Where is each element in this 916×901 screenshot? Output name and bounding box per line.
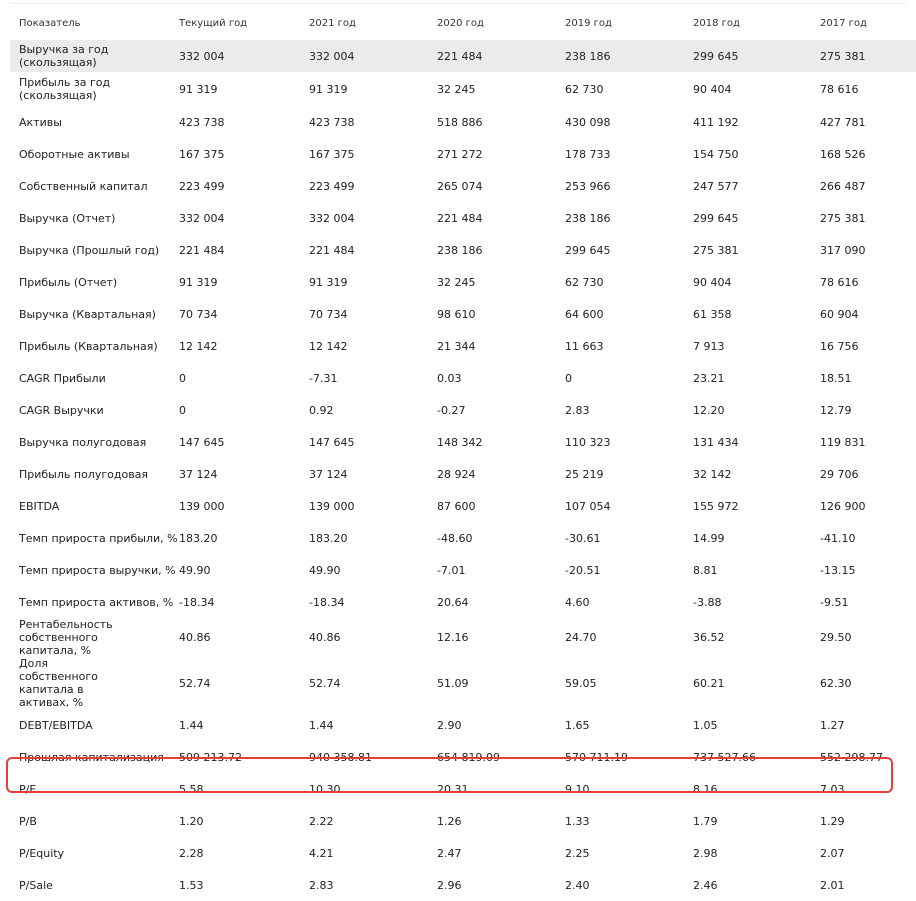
row-value: 332 004 [309, 211, 355, 225]
row-label: Активы [19, 115, 62, 129]
row-value: 119 831 [820, 435, 866, 449]
table-row[interactable] [10, 458, 916, 490]
table-row[interactable] [10, 170, 916, 202]
row-value: 2.47 [437, 846, 462, 860]
row-value: 271 272 [437, 147, 483, 161]
row-value: 87 600 [437, 499, 476, 513]
row-value: 2.25 [565, 846, 590, 860]
row-value: 25 219 [565, 467, 604, 481]
row-value: 332 004 [179, 211, 225, 225]
row-value: 2.83 [309, 878, 334, 892]
table-row[interactable] [10, 106, 916, 138]
row-value: 70 734 [309, 307, 348, 321]
row-value: 107 054 [565, 499, 611, 513]
row-value: 1.20 [179, 814, 204, 828]
row-value: 78 616 [820, 82, 859, 96]
row-label: Темп прироста активов, % [19, 595, 174, 609]
header-2020: 2020 год [437, 17, 484, 29]
row-value: 518 886 [437, 115, 483, 129]
row-value: 0 [179, 371, 186, 385]
row-value: 28 924 [437, 467, 476, 481]
row-label: Выручка (Прошлый год) [19, 243, 160, 257]
row-value: 2.98 [693, 846, 718, 860]
row-value: 430 098 [565, 115, 611, 129]
row-value: 64 600 [565, 307, 604, 321]
row-value: 1.05 [693, 718, 718, 732]
row-value: 29.50 [820, 631, 852, 644]
row-value: 332 004 [179, 40, 309, 72]
row-value: 139 000 [179, 499, 225, 513]
row-value: -41.10 [820, 531, 856, 545]
row-value: 299 645 [693, 211, 739, 225]
row-label: Рентабельность собственного капитала, % [19, 618, 113, 657]
header-2021: 2021 год [309, 17, 356, 29]
row-value: -18.34 [309, 595, 345, 609]
table-row[interactable] [10, 741, 916, 773]
row-value: 238 186 [565, 211, 611, 225]
row-value: 737 527.66 [693, 750, 756, 764]
row-value: 266 487 [820, 179, 866, 193]
table-row[interactable] [10, 869, 916, 901]
row-value: -0.27 [437, 403, 466, 417]
table-row[interactable] [10, 554, 916, 586]
row-value: 1.44 [309, 718, 334, 732]
row-value: 2.96 [437, 878, 462, 892]
row-value: 37 124 [309, 467, 348, 481]
row-value: -7.31 [309, 371, 338, 385]
table-row[interactable] [10, 805, 916, 837]
row-value: 0 [565, 371, 572, 385]
row-value: 183.20 [309, 531, 348, 545]
row-label: Собственный капитал [19, 179, 148, 193]
row-value: 411 192 [693, 115, 739, 129]
row-value: 0.03 [437, 371, 462, 385]
row-value: 110 323 [565, 435, 611, 449]
row-value: 299 645 [693, 40, 820, 72]
row-value: 20.64 [437, 595, 469, 609]
row-value: 49.90 [309, 563, 341, 577]
row-label: Выручка (Квартальная) [19, 307, 156, 321]
row-label: Прибыль полугодовая [19, 467, 149, 481]
header-2018: 2018 год [693, 17, 740, 29]
table-row[interactable] [10, 522, 916, 554]
table-row[interactable] [10, 202, 916, 234]
row-value: 1.79 [693, 814, 718, 828]
row-label: Прибыль (Квартальная) [19, 339, 158, 353]
row-value: 21 344 [437, 339, 476, 353]
table-row[interactable] [10, 266, 916, 298]
row-value: 1.33 [565, 814, 590, 828]
table-row[interactable] [10, 362, 916, 394]
table-row[interactable] [10, 72, 916, 106]
row-value: 167 375 [309, 147, 355, 161]
row-value: 147 645 [309, 435, 355, 449]
row-value: 40.86 [309, 631, 341, 644]
row-value: 2.46 [693, 878, 718, 892]
row-label: CAGR Выручки [19, 403, 104, 417]
row-value: 2.07 [820, 846, 845, 860]
row-value: 59.05 [565, 676, 597, 690]
row-value: 32 245 [437, 275, 476, 289]
table-row[interactable] [10, 394, 916, 426]
header-indicator: Показатель [19, 17, 81, 29]
header-current-year: Текущий год [179, 17, 248, 29]
row-value: -13.15 [820, 563, 856, 577]
row-value: 423 738 [179, 115, 225, 129]
row-value: 2.22 [309, 814, 334, 828]
row-value: 7.03 [820, 782, 845, 796]
row-value: 654 819.09 [437, 750, 500, 764]
row-value: 9.10 [565, 782, 590, 796]
row-value: 221 484 [437, 40, 565, 72]
row-value: 49.90 [179, 563, 211, 577]
row-value: 167 375 [179, 147, 225, 161]
table-row[interactable] [10, 490, 916, 522]
row-value: 570 711.19 [565, 750, 628, 764]
row-value: 23.21 [693, 371, 725, 385]
row-value: 8.81 [693, 563, 718, 577]
row-value: 148 342 [437, 435, 483, 449]
row-value: 40.86 [179, 631, 211, 644]
row-value: 221 484 [179, 243, 225, 257]
row-value: 60 904 [820, 307, 859, 321]
row-value: 7 913 [693, 339, 725, 353]
row-value: 223 499 [309, 179, 355, 193]
row-value: 1.29 [820, 814, 845, 828]
row-value: 52.74 [179, 676, 211, 690]
table-row[interactable] [10, 234, 916, 266]
row-value: 24.70 [565, 631, 597, 644]
row-value: 265 074 [437, 179, 483, 193]
row-value: 1.26 [437, 814, 462, 828]
row-value: 131 434 [693, 435, 739, 449]
row-value: 221 484 [309, 243, 355, 257]
row-value: 4.21 [309, 846, 334, 860]
row-value: 4.60 [565, 595, 590, 609]
row-value: 275 381 [820, 211, 866, 225]
row-value: 20.31 [437, 782, 469, 796]
row-value: 178 733 [565, 147, 611, 161]
table-row[interactable] [10, 298, 916, 330]
row-value: 1.27 [820, 718, 845, 732]
row-value: -9.51 [820, 595, 849, 609]
table-row[interactable] [10, 138, 916, 170]
row-label: Прибыль за год (скользящая) [19, 76, 111, 102]
financial-indicators-table [10, 6, 916, 901]
row-value: 62 730 [565, 275, 604, 289]
row-value: 183.20 [179, 531, 218, 545]
row-value: 52.74 [309, 676, 341, 690]
row-value: 509 213.72 [179, 750, 242, 764]
row-label: Темп прироста выручки, % [19, 563, 176, 577]
row-value: -48.60 [437, 531, 473, 545]
row-value: 62.30 [820, 676, 852, 690]
row-value: 247 577 [693, 179, 739, 193]
table-header-row [10, 6, 916, 40]
row-value: -3.88 [693, 595, 722, 609]
row-label: P/Equity [19, 846, 65, 860]
row-value: 32 245 [437, 82, 476, 96]
row-value: 238 186 [437, 243, 483, 257]
table-row[interactable] [10, 773, 916, 805]
row-value: 12 142 [309, 339, 348, 353]
row-value: 0.92 [309, 403, 334, 417]
row-value: 223 499 [179, 179, 225, 193]
row-value: 91 319 [309, 82, 348, 96]
row-value: 139 000 [309, 499, 355, 513]
table-row[interactable] [10, 657, 916, 709]
row-value: 238 186 [565, 40, 693, 72]
row-value: 12.16 [437, 631, 469, 644]
row-value: 11 663 [565, 339, 604, 353]
table-row[interactable] [10, 709, 916, 741]
row-value: 221 484 [437, 211, 483, 225]
row-value: 275 381 [820, 40, 916, 72]
row-value: 14.99 [693, 531, 725, 545]
row-value: -20.51 [565, 563, 601, 577]
row-value: 147 645 [179, 435, 225, 449]
row-value: 18.51 [820, 371, 852, 385]
row-value: 1.44 [179, 718, 204, 732]
row-value: 126 900 [820, 499, 866, 513]
row-value: 1.53 [179, 878, 204, 892]
row-value: 98 610 [437, 307, 476, 321]
table-row[interactable] [10, 837, 916, 869]
row-value: 29 706 [820, 467, 859, 481]
row-value: 12.79 [820, 403, 852, 417]
row-value: 332 004 [309, 40, 437, 72]
row-value: 940 358.81 [309, 750, 372, 764]
row-value: 299 645 [565, 243, 611, 257]
row-value: 8.16 [693, 782, 718, 796]
row-value: 61 358 [693, 307, 732, 321]
row-label: Выручка полугодовая [19, 435, 147, 449]
row-value: 427 781 [820, 115, 866, 129]
row-value: 37 124 [179, 467, 218, 481]
row-value: -7.01 [437, 563, 466, 577]
row-value: 90 404 [693, 82, 732, 96]
row-value: 2.83 [565, 403, 590, 417]
row-value: 155 972 [693, 499, 739, 513]
row-value: 552 298.77 [820, 750, 883, 764]
row-label: P/B [19, 814, 37, 828]
row-value: 78 616 [820, 275, 859, 289]
row-value: 16 756 [820, 339, 859, 353]
row-label: EBITDA [19, 499, 60, 513]
row-value: 317 090 [820, 243, 866, 257]
row-value: 154 750 [693, 147, 739, 161]
row-label: P/Sale [19, 878, 53, 892]
row-value: 70 734 [179, 307, 218, 321]
row-label: DEBT/EBITDA [19, 718, 93, 732]
row-label: Доля собственного капитала в активах, % [19, 657, 98, 709]
row-value: 5.58 [179, 782, 204, 796]
row-value: 2.90 [437, 718, 462, 732]
row-label: Выручка за год (скользящая) [10, 40, 179, 72]
row-label: Выручка (Отчет) [19, 211, 116, 225]
row-value: 423 738 [309, 115, 355, 129]
row-value: 12 142 [179, 339, 218, 353]
row-value: 2.40 [565, 878, 590, 892]
table-row[interactable] [10, 618, 916, 657]
row-label: P/E [19, 782, 37, 796]
row-value: 62 730 [565, 82, 604, 96]
row-value: 2.01 [820, 878, 845, 892]
row-value: 253 966 [565, 179, 611, 193]
row-label: Прибыль (Отчет) [19, 275, 118, 289]
row-label: Оборотные активы [19, 147, 130, 161]
row-value: -30.61 [565, 531, 601, 545]
row-value: 91 319 [179, 275, 218, 289]
row-label: Темп прироста прибыли, % [19, 531, 178, 545]
table-row[interactable] [10, 40, 916, 72]
top-divider [10, 3, 906, 4]
row-value: -18.34 [179, 595, 215, 609]
header-2017: 2017 год [820, 17, 867, 29]
row-value: 0 [179, 403, 186, 417]
row-value: 91 319 [309, 275, 348, 289]
table-row[interactable] [10, 426, 916, 458]
row-label: CAGR Прибыли [19, 371, 106, 385]
row-value: 36.52 [693, 631, 725, 644]
row-value: 12.20 [693, 403, 725, 417]
row-value: 10.30 [309, 782, 341, 796]
row-label: Прошлая капитализация [19, 750, 164, 764]
row-value: 90 404 [693, 275, 732, 289]
row-value: 51.09 [437, 676, 469, 690]
table-row[interactable] [10, 586, 916, 618]
row-value: 32 142 [693, 467, 732, 481]
row-value: 60.21 [693, 676, 725, 690]
header-2019: 2019 год [565, 17, 612, 29]
row-value: 1.65 [565, 718, 590, 732]
table-row[interactable] [10, 330, 916, 362]
row-value: 91 319 [179, 82, 218, 96]
row-value: 275 381 [693, 243, 739, 257]
row-value: 168 526 [820, 147, 866, 161]
row-value: 2.28 [179, 846, 204, 860]
